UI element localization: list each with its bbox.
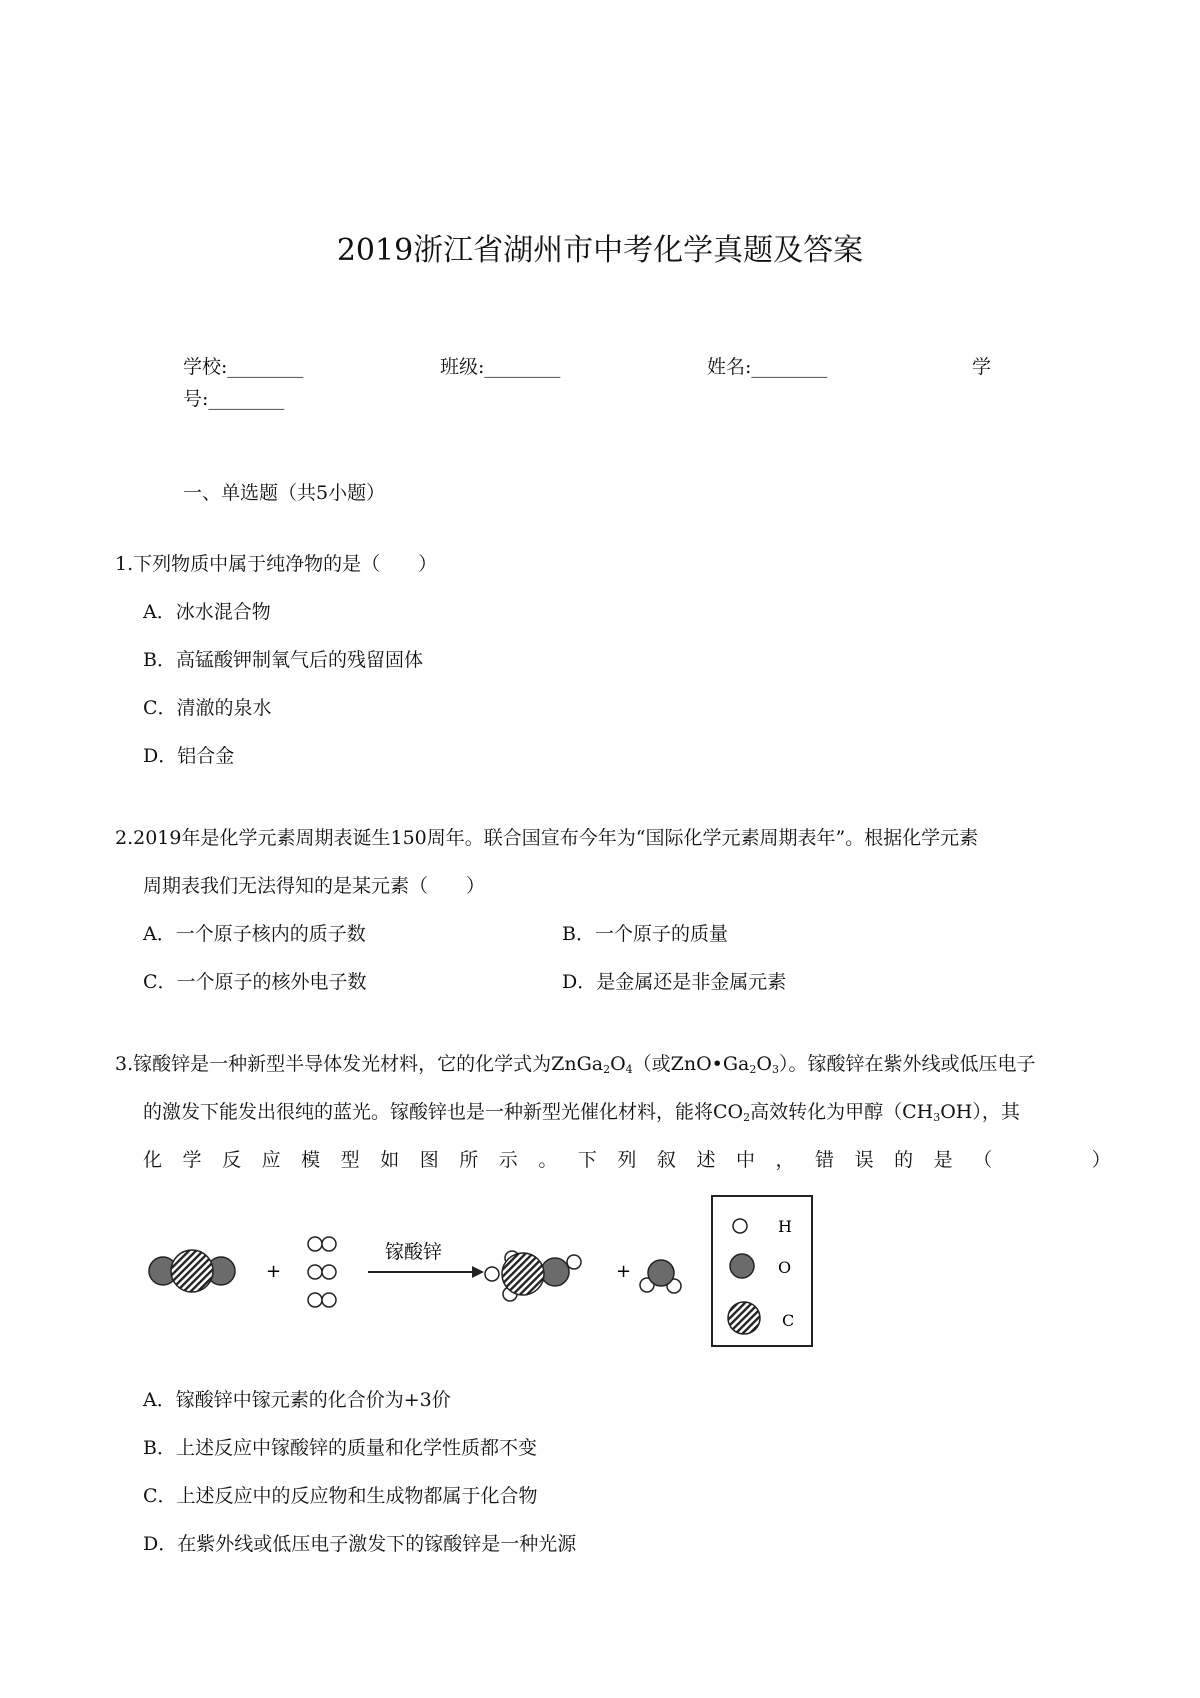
question-stem-line-1: 2.2019年是化学元素周期表诞生150周年。联合国宣布今年为“国际化学元素周期表年”。根据化学元素 — [115, 827, 979, 849]
option-c: C．一个原子的核外电子数 — [143, 971, 367, 993]
question-stem-line-3: 化 学 反 应 模 型 如 图 所 示 。 下 列 叙 述 中 ， 错 误 的 是 （ ） — [143, 1149, 1111, 1171]
page-title: 2019浙江省湖州市中考化学真题及答案 — [336, 233, 864, 268]
question-stem-line-2: 的激发下能发出很纯的蓝光。镓酸锌也是一种新型光催化材料，能将$CO_2$高效转化为甲醇$(CH_3OH)$，其 — [143, 1101, 1020, 1124]
class-field: 班级:________ — [440, 356, 561, 378]
option-a: A．一个原子核内的质子数 — [143, 923, 366, 945]
plus-sign: + — [616, 1261, 632, 1282]
number-field-start: 学 — [972, 356, 992, 378]
option-b: B．高锰酸钾制氧气后的残留固体 — [143, 649, 423, 671]
option-a: A．冰水混合物 — [143, 601, 271, 623]
catalyst-label: 镓酸锌 — [385, 1241, 443, 1263]
number-field-end: 号:________ — [183, 388, 285, 410]
option-d: D．铝合金 — [143, 745, 235, 767]
name-field: 姓名:________ — [707, 356, 828, 378]
option-c: C．上述反应中的反应物和生成物都属于化合物 — [143, 1485, 538, 1507]
option-c: C．清澈的泉水 — [143, 697, 272, 719]
question-stem-line-2: 周期表我们无法得知的是某元素（ ） — [143, 875, 486, 897]
option-b: B．一个原子的质量 — [562, 923, 728, 945]
option-d: D．是金属还是非金属元素 — [562, 971, 787, 993]
option-d: D．在紫外线或低压电子激发下的镓酸锌是一种光源 — [143, 1533, 577, 1555]
reaction-arrow — [368, 1266, 484, 1278]
atom-legend — [712, 1196, 812, 1346]
legend-carbon: C — [782, 1311, 795, 1330]
section-heading: 一、单选题（共5小题） — [183, 482, 386, 504]
plus-sign: + — [266, 1261, 282, 1282]
school-field: 学校:________ — [183, 356, 304, 378]
question-stem-line-1: 3.镓酸锌是一种新型半导体发光材料，它的化学式为$ZnGa_2O_4$（或$ZnO•Ga_2O_3$）。镓酸锌在紫外线或低压电子 — [115, 1053, 1036, 1076]
hydrogen-molecules — [308, 1237, 336, 1307]
reaction-model-diagram — [140, 1192, 830, 1360]
option-b: B．上述反应中镓酸锌的质量和化学性质都不变 — [143, 1437, 537, 1459]
water-molecule — [640, 1260, 681, 1293]
co2-molecule — [149, 1250, 235, 1292]
methanol-molecule — [485, 1251, 581, 1301]
question-stem: 1.下列物质中属于纯净物的是（ ） — [115, 553, 438, 575]
option-a: A．镓酸锌中镓元素的化合价为+3价 — [143, 1389, 451, 1411]
legend-hydrogen: H — [778, 1217, 792, 1236]
legend-oxygen: O — [778, 1258, 792, 1277]
